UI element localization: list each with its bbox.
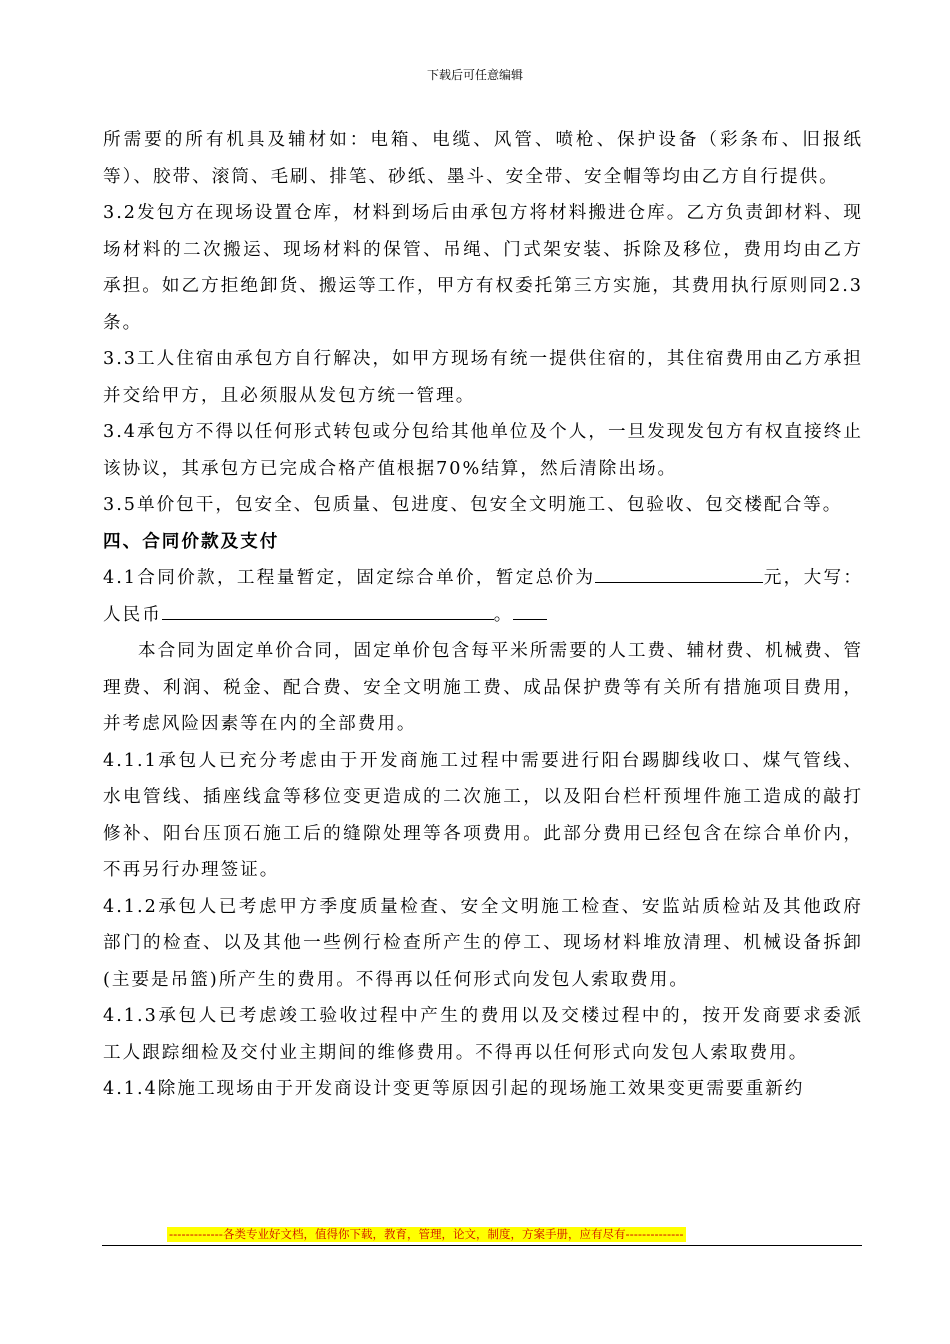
contract-price-end: 。 xyxy=(493,604,514,625)
contract-price-upper-label: 元，大写：人民币 xyxy=(103,568,863,625)
paragraph-tools: 所需要的所有机具及辅材如：电箱、电缆、风管、喷枪、保护设备（彩条布、旧报纸等）、胶带、滚筒、毛刷、排笔、砂纸、墨斗、安全带、安全帽等均由乙方自行提供。 xyxy=(103,130,863,187)
footer-banner: -------------各类专业好文档，值得你下载，教育，管理，论文，制度，方案手册，应有尽有-------------- xyxy=(169,1227,684,1241)
upper-amount-blank xyxy=(162,601,494,620)
paragraph-4-1-4: 4.1.4除施工现场由于开发商设计变更等原因引起的现场施工效果变更需要重新约 xyxy=(103,1079,805,1099)
paragraph-4-1 xyxy=(103,560,863,633)
paragraph-4-1-1: 4.1.1承包人已充分考虑由于开发商施工过程中需要进行阳台踢脚线收口、煤气管线、水电管线、插座线盒等移位变更造成的二次施工，以及阳台栏杆预埋件施工造成的敲打修补、阳台压顶石施工后的缝隙处理等各项费用。此部分费用已经包含在综合单价内，不再另行办理签证。 xyxy=(103,750,863,880)
page-header: 下载后可任意编辑 xyxy=(426,68,523,82)
footer-divider xyxy=(102,1245,862,1246)
paragraph-3-3: 3.3工人住宿由承包方自行解决，如甲方现场有统一提供住宿的，其住宿费用由乙方承担并交给甲方，且必须服从发包方统一管理。 xyxy=(103,349,863,406)
paragraph-3-5: 3.5单价包干，包安全、包质量、包进度、包安全文明施工、包验收、包交楼配合等。 xyxy=(103,495,843,515)
paragraph-4-1-3: 4.1.3承包人已考虑竣工验收过程中产生的费用以及交楼过程中的，按开发商要求委派工人跟踪细检及交付业主期间的维修费用。不得再以任何形式向发包人索取费用。 xyxy=(103,1006,863,1063)
trailing-blank xyxy=(513,601,547,620)
paragraph-3-4: 3.4承包方不得以任何形式转包或分包给其他单位及个人，一旦发现发包方有权直接终止该协议，其承包方已完成合格产值根据70%结算，然后清除出场。 xyxy=(103,422,863,479)
paragraph-fixed-price: 本合同为固定单价合同，固定单价包含每平米所需要的人工费、辅材费、机械费、管理费、利润、税金、配合费、安全文明施工费、成品保护费等有关所有措施项目费用，并考虑风险因素等在内的全部费用。 xyxy=(103,641,863,734)
total-price-blank xyxy=(595,564,763,583)
contract-price-text: 4.1合同价款，工程量暂定，固定综合单价，暂定总价为 xyxy=(103,568,596,588)
document-body xyxy=(103,122,863,1108)
section-4-heading: 四、合同价款及支付 xyxy=(103,531,280,552)
paragraph-3-2: 3.2发包方在现场设置仓库，材料到场后由承包方将材料搬进仓库。乙方负责卸材料、现场材料的二次搬运、现场材料的保管、吊绳、门式架安装、拆除及移位，费用均由乙方承担。如乙方拒绝卸货、搬运等工作，甲方有权委托第三方实施，其费用执行原则同2.3条。 xyxy=(103,203,863,333)
paragraph-4-1-2: 4.1.2承包人已考虑甲方季度质量检查、安全文明施工检查、安监站质检站及其他政府部门的检查、以及其他一些例行检查所产生的停工、现场材料堆放清理、机械设备拆卸(主要是吊篮)所产生的费用。不得再以任何形式向发包人索取费用。 xyxy=(103,896,863,990)
